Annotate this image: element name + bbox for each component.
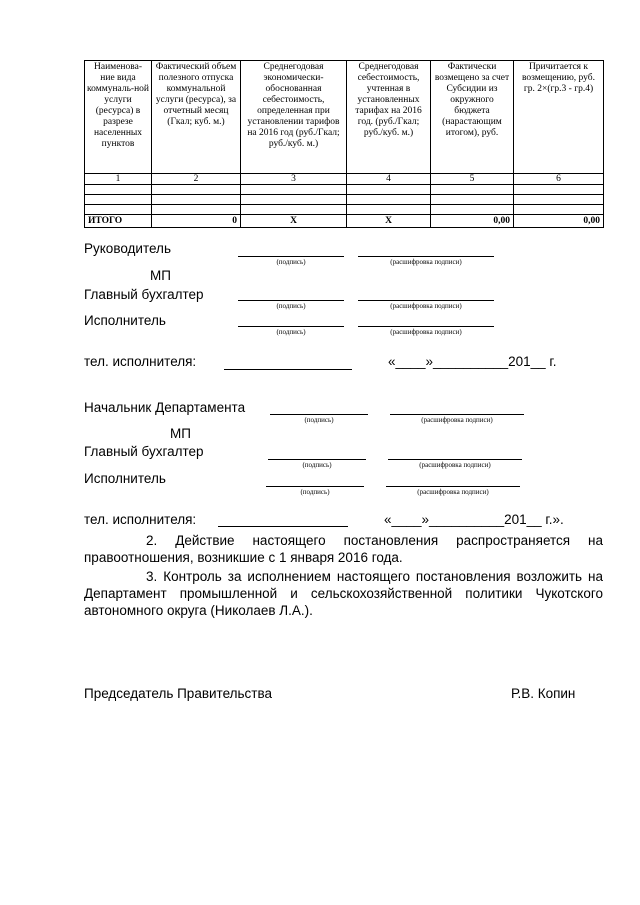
table-row: [85, 205, 604, 215]
signature-line: [238, 326, 344, 327]
decode-caption: (расшифровка подписи): [417, 488, 489, 496]
accountant-label: Главный бухгалтер: [84, 444, 204, 459]
decode-line: [358, 256, 494, 257]
column-number: 1: [85, 174, 152, 185]
table-header-cell: Среднегодовая себестоимость, учтенная в установленных тарифах на 2016 год. (руб./Гкал; руб./куб. м.): [347, 61, 431, 174]
table-header-cell: Фактически возмещено за счет Субсидии из окружного бюджета (нарастающим итогом), руб.: [431, 61, 514, 174]
total-label: ИТОГО: [85, 215, 152, 228]
executor-label: Исполнитель: [84, 313, 166, 328]
decode-caption: (расшифровка подписи): [421, 416, 493, 424]
sign-caption: (подпись): [304, 416, 334, 424]
table-cell: [241, 205, 347, 215]
date-field: «____»__________201__ г.».: [384, 512, 564, 527]
table-cell: [85, 185, 152, 195]
total-cell: 0,00: [431, 215, 514, 228]
decode-caption: (расшифровка подписи): [390, 302, 462, 310]
total-cell: Х: [347, 215, 431, 228]
signature-line: [270, 414, 368, 415]
table-header-cell: Наименова-ние вида коммуналь-ной услуги (ресурса) в разрезе населенных пунктов: [85, 61, 152, 174]
stamp-mp: МП: [150, 268, 171, 283]
table-header-row: [85, 61, 604, 174]
column-number: 5: [431, 174, 514, 185]
table-cell: [431, 185, 514, 195]
executor-label: Исполнитель: [84, 471, 166, 486]
decode-line: [388, 459, 522, 460]
table-cell: [241, 185, 347, 195]
table-cell: [152, 205, 241, 215]
total-cell: 0: [152, 215, 241, 228]
decode-line: [358, 300, 494, 301]
table-cell: [347, 185, 431, 195]
decode-line: [386, 486, 520, 487]
phone-label: тел. исполнителя:: [84, 354, 197, 369]
phone-line: [224, 369, 352, 370]
table-cell: [514, 185, 604, 195]
sign-caption: (подпись): [276, 302, 306, 310]
head-label: Руководитель: [84, 241, 171, 256]
column-number: 3: [241, 174, 347, 185]
decode-caption: (расшифровка подписи): [419, 461, 491, 469]
signature-line: [238, 256, 344, 257]
phone-label: тел. исполнителя:: [84, 512, 197, 527]
column-number: 6: [514, 174, 604, 185]
table-cell: [431, 205, 514, 215]
paragraph-3: 3. Контроль за исполнением настоящего постановления возложить на Департамент промышленной и сельскохозяйственной политики Чукотского автономного округа (Николаев Л.А.).: [84, 569, 603, 618]
column-number: 4: [347, 174, 431, 185]
department-head-label: Начальник Департамента: [84, 400, 246, 415]
phone-line: [218, 526, 348, 527]
table-cell: [514, 195, 604, 205]
table-cell: [241, 195, 347, 205]
table-cell: [431, 195, 514, 205]
signature-line: [268, 459, 366, 460]
date-field: «____»__________201__ г.: [388, 354, 557, 369]
table-row: [85, 185, 604, 195]
total-cell: 0,00: [514, 215, 604, 228]
signature-line: [266, 486, 364, 487]
table-number-row: [85, 174, 604, 185]
table-cell: [85, 205, 152, 215]
table-cell: [152, 185, 241, 195]
sign-caption: (подпись): [302, 461, 332, 469]
table-cell: [85, 195, 152, 205]
table-cell: [347, 195, 431, 205]
table-header-cell: Причитается к возмещению, руб. гр. 2×(гр.3 - гр.4): [514, 61, 604, 174]
table-header-cell: Фактический объем полезного отпуска коммунальной услуги (ресурса), за отчетный месяц (Гкал; куб. м.): [152, 61, 241, 174]
table-cell: [347, 205, 431, 215]
stamp-mp: МП: [170, 426, 191, 441]
table-row: [85, 195, 604, 205]
chairman-position: Председатель Правительства: [84, 686, 272, 701]
paragraph-2: 2. Действие настоящего постановления распространяется на правоотношения, возникшие с 1 января 2016 года.: [84, 533, 603, 565]
decode-caption: (расшифровка подписи): [390, 328, 462, 336]
signature-line: [238, 300, 344, 301]
table-total-row: [85, 215, 604, 228]
decode-line: [358, 326, 494, 327]
sign-caption: (подпись): [300, 488, 330, 496]
total-cell: Х: [241, 215, 347, 228]
column-number: 2: [152, 174, 241, 185]
decode-line: [390, 414, 524, 415]
compensation-table: [84, 60, 604, 228]
table-header-cell: Среднегодовая экономически-обоснованная себестоимость, определенная при установлении тарифов на 2016 год (руб./Гкал; руб./куб. м.): [241, 61, 347, 174]
table-cell: [514, 205, 604, 215]
chairman-name: Р.В. Копин: [511, 686, 576, 701]
decode-caption: (расшифровка подписи): [390, 258, 462, 266]
sign-caption: (подпись): [276, 258, 306, 266]
table-cell: [152, 195, 241, 205]
sign-caption: (подпись): [276, 328, 306, 336]
accountant-label: Главный бухгалтер: [84, 287, 204, 302]
